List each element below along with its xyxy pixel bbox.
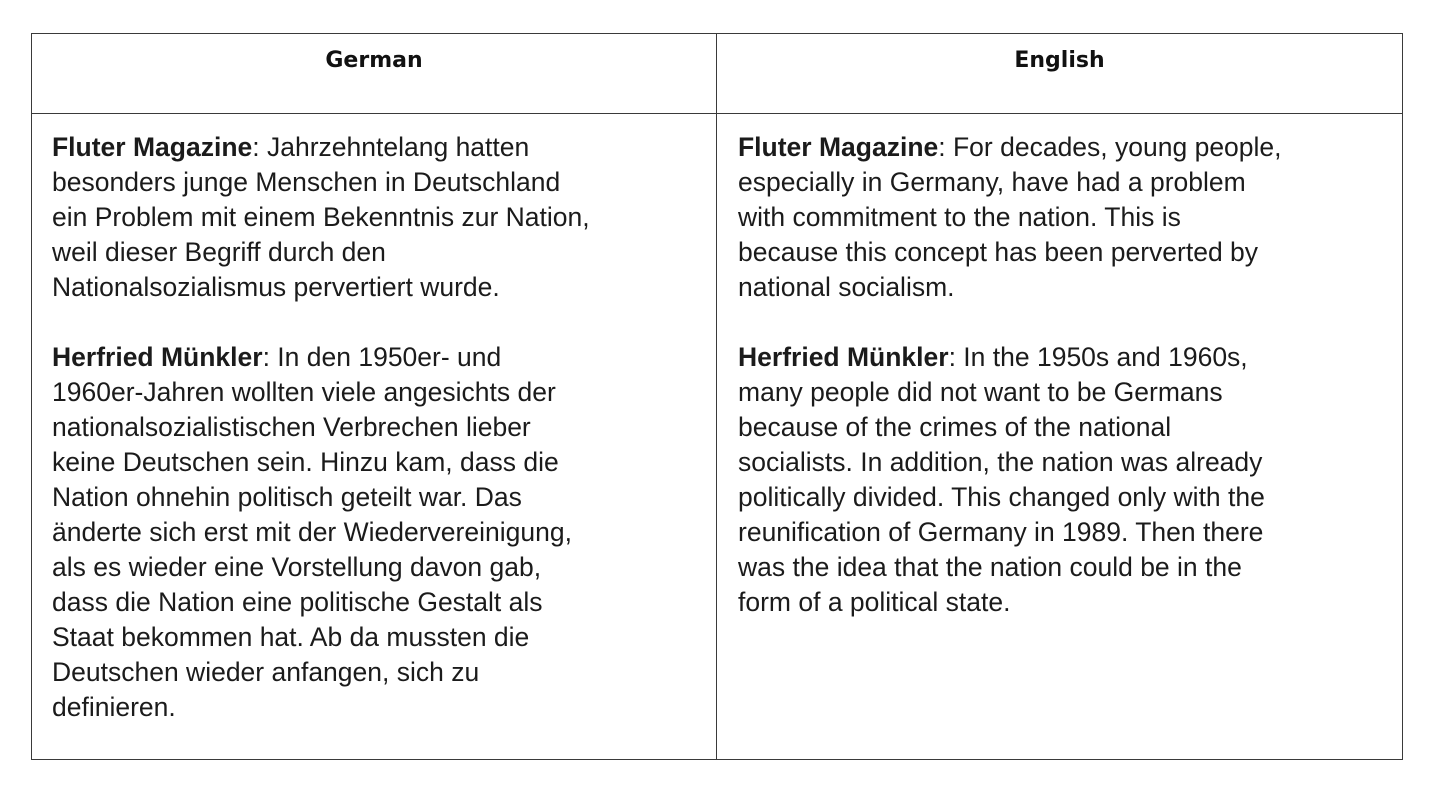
speaker-name: Fluter Magazine xyxy=(52,132,253,162)
paragraph-line: politically divided. This changed only with the xyxy=(738,482,1265,512)
speaker-name: Fluter Magazine xyxy=(738,132,939,162)
german-paragraph xyxy=(52,340,687,725)
paragraph-line: especially in Germany, have had a problem xyxy=(738,167,1246,197)
paragraph-line: Nationalsozialismus pervertiert wurde. xyxy=(52,272,500,302)
paragraph-line: socialists. In addition, the nation was already xyxy=(738,447,1263,477)
header-german: German xyxy=(325,48,423,73)
translation-table xyxy=(31,33,1403,760)
paragraph-line xyxy=(738,130,1378,165)
paragraph-line: nationalsozialistischen Verbrechen lieber xyxy=(52,412,531,442)
paragraph-line xyxy=(738,340,1378,375)
column-divider xyxy=(716,34,717,759)
paragraph-line: reunification of Germany in 1989. Then there xyxy=(738,517,1264,547)
paragraph-line: because this concept has been perverted by xyxy=(738,237,1259,267)
paragraph-line: keine Deutschen sein. Hinzu kam, dass die xyxy=(52,447,559,477)
paragraph-line: national socialism. xyxy=(738,272,955,302)
paragraph-line: many people did not want to be Germans xyxy=(738,377,1223,407)
paragraph-line: Staat bekommen hat. Ab da mussten die xyxy=(52,622,530,652)
line-text: : Jahrzehntelang hatten xyxy=(252,132,530,162)
paragraph-line: because of the crimes of the national xyxy=(738,412,1172,442)
german-paragraph xyxy=(52,130,687,305)
paragraph-line: Nation ohnehin politisch geteilt war. Das xyxy=(52,482,522,512)
header-divider xyxy=(32,113,1402,114)
paragraph-line: änderte sich erst mit der Wiedervereinigung, xyxy=(52,517,572,547)
paragraph-line xyxy=(52,130,687,165)
line-text: : In den 1950er- und xyxy=(262,342,502,372)
paragraph-line: definieren. xyxy=(52,692,176,722)
paragraph-line: was the idea that the nation could be in the xyxy=(738,552,1242,582)
german-cell xyxy=(52,130,687,725)
header-english: English xyxy=(1014,48,1105,73)
english-paragraph xyxy=(738,130,1378,305)
paragraph-line: Deutschen wieder anfangen, sich zu xyxy=(52,657,480,687)
paragraph-line: 1960er-Jahren wollten viele angesichts der xyxy=(52,377,556,407)
english-paragraph xyxy=(738,340,1378,620)
line-text: : For decades, young people, xyxy=(938,132,1282,162)
paragraph-line: weil dieser Begriff durch den xyxy=(52,237,386,267)
speaker-name: Herfried Münkler xyxy=(738,342,949,372)
paragraph-line: ein Problem mit einem Bekenntnis zur Nation, xyxy=(52,202,590,232)
line-text: : In the 1950s and 1960s, xyxy=(948,342,1248,372)
speaker-name: Herfried Münkler xyxy=(52,342,263,372)
paragraph-line: form of a political state. xyxy=(738,587,1011,617)
paragraph-line: dass die Nation eine politische Gestalt als xyxy=(52,587,543,617)
paragraph-line: als es wieder eine Vorstellung davon gab, xyxy=(52,552,542,582)
english-cell xyxy=(738,130,1378,620)
paragraph-line: besonders junge Menschen in Deutschland xyxy=(52,167,561,197)
paragraph-line: with commitment to the nation. This is xyxy=(738,202,1181,232)
paragraph-line xyxy=(52,340,687,375)
